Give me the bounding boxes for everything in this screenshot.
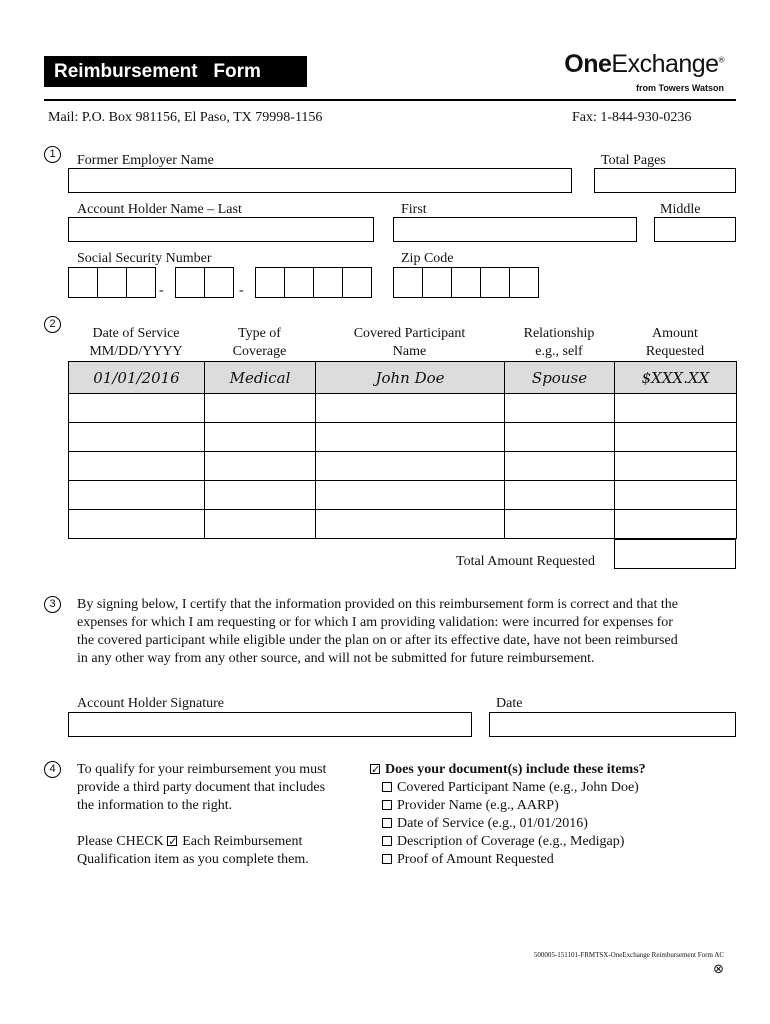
total-pages-label: Total Pages (601, 153, 666, 168)
participant-cell[interactable] (316, 452, 505, 481)
coverage-cell[interactable] (205, 394, 316, 423)
coverage-cell[interactable] (205, 452, 316, 481)
checklist-question: Does your document(s) include these items? (385, 762, 646, 777)
ssn-digit-cell[interactable] (204, 267, 234, 298)
crossed-circle-icon: ⊗ (713, 962, 724, 977)
amount-cell[interactable] (615, 452, 737, 481)
check-instruction-post: Each Reimbursement (182, 834, 303, 849)
ssn-digit-cell[interactable] (97, 267, 127, 298)
checklist-item-label: Proof of Amount Requested (397, 852, 554, 867)
former-employer-input[interactable] (68, 168, 572, 193)
mail-address: Mail: P.O. Box 981156, El Paso, TX 79998-1156 (48, 110, 323, 125)
section-4-number: 4 (44, 761, 61, 778)
question-checkbox[interactable] (370, 764, 380, 774)
former-employer-label: Former Employer Name (77, 153, 214, 168)
ssn-digit-cell[interactable] (255, 267, 285, 298)
section-3-number: 3 (44, 596, 61, 613)
sample-amount: $XXX.XX (615, 362, 737, 394)
column-header-type-of-coverage (204, 325, 315, 361)
zip-digit-cell[interactable] (509, 267, 539, 298)
column-header-amount-requested (614, 325, 736, 361)
column-header-line: MM/DD/YYYY (89, 344, 183, 359)
sample-date: 01/01/2016 (69, 362, 205, 394)
item-checkbox[interactable] (382, 800, 392, 810)
ssn-part-3-input[interactable] (255, 267, 371, 298)
ssn-digit-cell[interactable] (126, 267, 156, 298)
certification-line: expenses for which I am requesting or for which I am providing validation: were incurred for expenses for (77, 615, 673, 630)
column-header-line: Coverage (232, 344, 287, 359)
ssn-part-1-input[interactable] (68, 267, 155, 298)
instruction-line: provide a third party document that includes (77, 780, 326, 795)
participant-cell[interactable] (316, 481, 505, 510)
middle-name-input[interactable] (654, 217, 736, 242)
zip-digit-cell[interactable] (393, 267, 423, 298)
date-cell[interactable] (69, 510, 205, 539)
item-checkbox[interactable] (382, 818, 392, 828)
instruction-line: To qualify for your reimbursement you must (77, 762, 327, 777)
last-name-input[interactable] (68, 217, 374, 242)
check-instruction-pre: Please CHECK (77, 834, 164, 849)
table-row (69, 394, 737, 423)
column-header-line: Amount (652, 326, 698, 341)
column-header-line: Type of (238, 326, 281, 341)
column-header-line: Date of Service (92, 326, 180, 341)
item-checkbox[interactable] (382, 854, 392, 864)
column-header-line: Covered Participant (353, 326, 466, 341)
certification-line: By signing below, I certify that the information provided on this reimbursement form is correct and that the (77, 597, 678, 612)
sample-row (69, 362, 737, 394)
amount-cell[interactable] (615, 510, 737, 539)
item-checkbox[interactable] (382, 836, 392, 846)
form-code: 500005-151101-FRMTSX-OneExchange Reimbursement Form AC (533, 951, 724, 959)
participant-cell[interactable] (316, 394, 505, 423)
last-name-label: Account Holder Name – Last (77, 202, 242, 217)
total-amount-label: Total Amount Requested (456, 554, 596, 569)
checklist-item-label: Date of Service (e.g., 01/01/2016) (397, 816, 588, 831)
check-instruction-line: Qualification item as you complete them. (77, 852, 309, 867)
relationship-cell[interactable] (505, 481, 615, 510)
zip-digit-cell[interactable] (480, 267, 510, 298)
table-row (69, 510, 737, 539)
certification-line: in any other way from any other source, and will not be submitted for future reimbursement. (77, 651, 595, 666)
qualification-instructions (77, 761, 326, 869)
ssn-separator: - (239, 283, 244, 298)
fax-number: Fax: 1-844-930-0236 (572, 110, 692, 125)
logo-brand-bold: One (564, 50, 612, 78)
table-row (69, 423, 737, 452)
coverage-cell[interactable] (205, 510, 316, 539)
checklist-item-label: Covered Participant Name (e.g., John Doe) (397, 780, 639, 795)
date-cell[interactable] (69, 394, 205, 423)
date-cell[interactable] (69, 452, 205, 481)
ssn-separator: - (159, 283, 164, 298)
qualification-checklist (370, 761, 646, 869)
checklist-item (370, 833, 646, 851)
participant-cell[interactable] (316, 510, 505, 539)
checklist-item (370, 815, 646, 833)
amount-cell[interactable] (615, 394, 737, 423)
column-header-line: Requested (645, 344, 705, 359)
section-2-number: 2 (44, 316, 61, 333)
zip-code-input[interactable] (393, 267, 538, 298)
service-table (68, 361, 737, 539)
checklist-question-row (370, 761, 646, 779)
column-header-relationship (504, 325, 614, 361)
ssn-digit-cell[interactable] (313, 267, 343, 298)
sample-relationship: Spouse (505, 362, 615, 394)
sample-coverage: Medical (205, 362, 316, 394)
checklist-item (370, 851, 646, 869)
ssn-digit-cell[interactable] (284, 267, 314, 298)
zip-code-label: Zip Code (401, 251, 454, 266)
section-1-number: 1 (44, 146, 61, 163)
ssn-digit-cell[interactable] (175, 267, 205, 298)
date-cell[interactable] (69, 423, 205, 452)
relationship-cell[interactable] (505, 510, 615, 539)
ssn-part-2-input[interactable] (175, 267, 233, 298)
zip-digit-cell[interactable] (422, 267, 452, 298)
coverage-cell[interactable] (205, 481, 316, 510)
date-label: Date (496, 696, 523, 711)
item-checkbox[interactable] (382, 782, 392, 792)
amount-cell[interactable] (615, 423, 737, 452)
date-input[interactable] (489, 712, 736, 737)
participant-cell[interactable] (316, 423, 505, 452)
ssn-digit-cell[interactable] (68, 267, 98, 298)
oneexchange-logo (564, 50, 724, 93)
total-pages-input[interactable] (594, 168, 736, 193)
checklist-item (370, 779, 646, 797)
column-header-line: Relationship (523, 326, 595, 341)
table-row (69, 481, 737, 510)
column-header-line: e.g., self (535, 344, 583, 359)
checklist-item-label: Description of Coverage (e.g., Medigap) (397, 834, 625, 849)
instruction-line: the information to the right. (77, 798, 233, 813)
checklist-item-label: Provider Name (e.g., AARP) (397, 798, 559, 813)
column-header-participant-name (315, 325, 504, 361)
sample-participant-name: John Doe (316, 362, 505, 394)
relationship-cell[interactable] (505, 394, 615, 423)
total-amount-input[interactable] (614, 539, 736, 569)
certification-line: the covered participant while eligible under the plan on or after its effective date, have not been reimbursed (77, 633, 678, 648)
middle-name-label: Middle (660, 202, 701, 217)
logo-subtitle: from Towers Watson (635, 83, 724, 93)
form-title: Reimbursement Form (44, 56, 307, 87)
logo-brand-rest: Exchange (611, 50, 719, 78)
coverage-cell[interactable] (205, 423, 316, 452)
amount-cell[interactable] (615, 481, 737, 510)
signature-input[interactable] (68, 712, 472, 737)
table-row (69, 452, 737, 481)
column-header-date-of-service (68, 325, 204, 361)
column-header-line: Name (392, 344, 427, 359)
ssn-label: Social Security Number (77, 251, 212, 266)
ssn-digit-cell[interactable] (342, 267, 372, 298)
first-name-input[interactable] (393, 217, 637, 242)
certification-statement (77, 596, 737, 668)
date-cell[interactable] (69, 481, 205, 510)
checklist-item (370, 797, 646, 815)
relationship-cell[interactable] (505, 423, 615, 452)
first-name-label: First (401, 202, 427, 217)
relationship-cell[interactable] (505, 452, 615, 481)
signature-label: Account Holder Signature (77, 696, 224, 711)
logo-registered-mark: ® (718, 55, 724, 65)
zip-digit-cell[interactable] (451, 267, 481, 298)
header-divider (44, 99, 736, 101)
checked-box-icon (167, 836, 177, 846)
